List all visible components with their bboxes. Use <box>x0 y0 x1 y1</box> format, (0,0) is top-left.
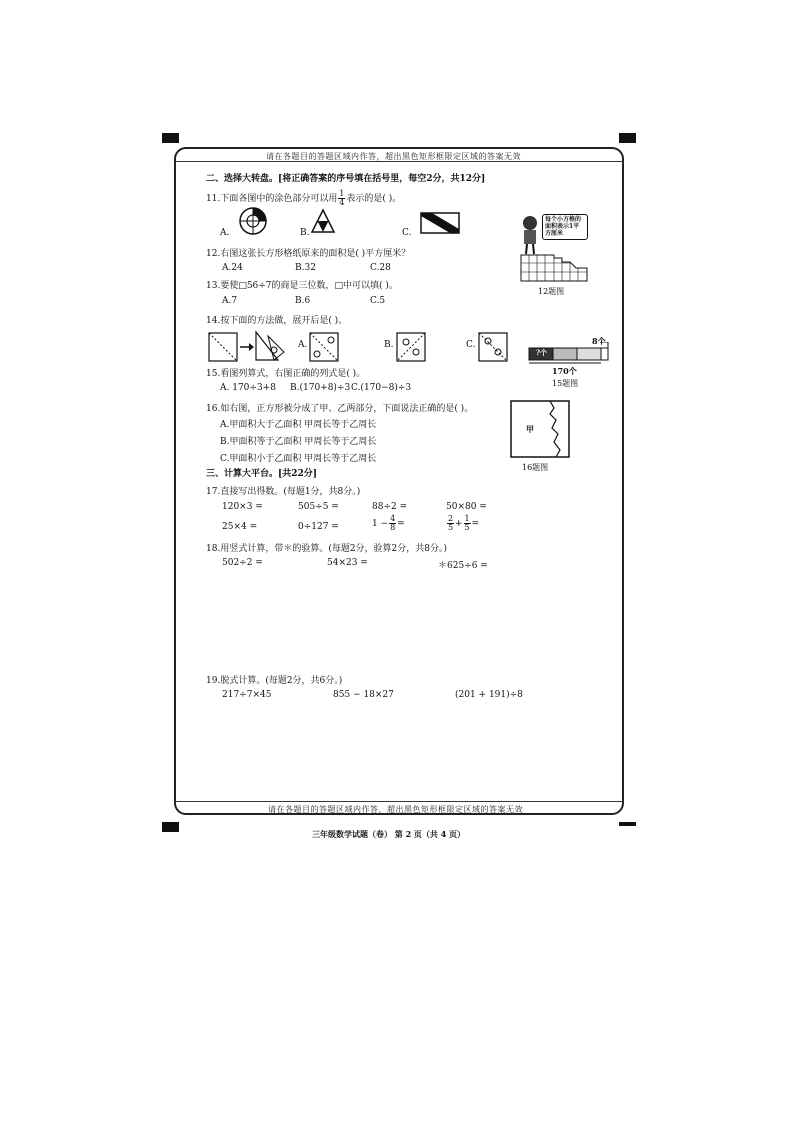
q11-fraction <box>338 190 345 207</box>
fig12-grid-figure <box>520 254 588 282</box>
q15-option-b: B.(170+8)÷3 <box>290 383 351 393</box>
fig12-speech-bubble <box>542 214 588 240</box>
registration-mark-bottom-right <box>619 822 636 826</box>
fig15-top-label: 8个 <box>592 336 606 346</box>
fig16-square-figure <box>510 400 570 458</box>
q18-item-1: 502÷2 = <box>222 558 263 568</box>
q14-text: 14.按下面的方法做，展开后是( )。 <box>206 316 348 326</box>
q17-item-8: $\frac{2}{5}$ + $\frac{1}{5}$ = <box>447 514 480 532</box>
q11-pre: 11.下面各图中的涂色部分可以用 <box>206 194 338 204</box>
footer-notice: 请在各题目的答题区域内作答，超出黑色矩形框限定区域的答案无效 <box>268 805 523 814</box>
q19-item-2: 855 − 18×27 <box>333 690 394 700</box>
registration-mark-top-right <box>619 133 636 143</box>
q13-option-c: C.5 <box>370 296 386 306</box>
header-notice: 请在各题目的答题区域内作答，超出黑色矩形框限定区域的答案无效 <box>266 152 521 161</box>
fig15-caption: 15题图 <box>552 379 579 388</box>
q12-option-a: A.24 <box>222 263 243 273</box>
q13-option-b: B.6 <box>295 296 311 306</box>
q16-text: 16.如右图，正方形被分成了甲、乙两部分，下面说法正确的是( )。 <box>206 404 474 414</box>
q17-item-4: 50×80 = <box>446 502 487 512</box>
q16-option-c: C.甲面积小于乙面积 甲周长等于乙周长 <box>220 454 377 464</box>
fig12-caption: 12题图 <box>538 287 565 296</box>
q11-circle-figure <box>238 206 268 236</box>
q14-option-a-label: A. <box>298 340 308 350</box>
q17-item-2: 505÷5 = <box>298 502 339 512</box>
q14-arrow-icon <box>240 342 254 352</box>
q19-item-3: (201 + 191)÷8 <box>455 690 523 700</box>
q14-fold-step1-figure <box>208 332 238 362</box>
q17-item-7: 1 − $\frac{4}{8}$ = <box>372 514 405 532</box>
q17-item-3: 88÷2 = <box>372 502 408 512</box>
registration-mark-top-left <box>162 133 179 143</box>
q15-option-a: A. 170÷3+8 <box>220 383 276 393</box>
q15-option-c: C.(170−8)÷3 <box>351 383 412 393</box>
q17-text: 17.直接写出得数。(每题1分，共8分。) <box>206 487 361 497</box>
q16-option-a: A.甲面积大于乙面积 甲周长等于乙周长 <box>220 420 377 430</box>
q16-option-b: B.甲面积等于乙面积 甲周长等于乙周长 <box>220 437 377 447</box>
q14-option-a-figure <box>309 332 339 362</box>
q18-item-3: ＊625÷6 = <box>438 561 488 571</box>
q12-option-b: B.32 <box>295 263 316 273</box>
q13-option-a: A.7 <box>222 296 238 306</box>
q18-text: 18.用竖式计算，带＊的验算。(每题2分，验算2分，共8分。) <box>206 544 448 554</box>
q18-item-2: 54×23 = <box>327 558 368 568</box>
q11-den: 4 <box>339 198 345 207</box>
q11-text <box>206 190 401 207</box>
footer-divider <box>174 801 624 802</box>
q13-text: 13.要使□56÷7的商是三位数，□中可以填( )。 <box>206 281 398 291</box>
q11-option-b-label: B. <box>300 228 310 238</box>
q14-option-c-figure <box>478 332 508 362</box>
q17-item-1: 120×3 = <box>222 502 263 512</box>
q12-text: 12.右图这张长方形格纸原来的面积是( )平方厘米？ <box>206 249 411 259</box>
q14-option-b-label: B. <box>384 340 394 350</box>
q14-option-c-label: C. <box>466 340 476 350</box>
q11-option-c-label: C. <box>402 228 412 238</box>
q11-num: 1 <box>339 189 345 198</box>
fig12-bubble-text: 每个小方格的面积表示1平方厘米 <box>545 216 582 237</box>
fig15-bottom-label: 170个 <box>552 366 577 376</box>
section2-title: 二、选择大转盘。[将正确答案的序号填在括号里，每空2分，共12分] <box>206 174 486 184</box>
q14-fold-step2-figure <box>254 330 286 362</box>
q14-option-b-figure <box>396 332 426 362</box>
q12-option-c: C.28 <box>370 263 391 273</box>
q11-post: 表示的是( )。 <box>346 194 402 204</box>
q15-text: 15.看图列算式，右图正确的列式是( )。 <box>206 369 366 379</box>
q11-option-a-label: A. <box>220 228 230 238</box>
q17-item-6: 0÷127 = <box>298 522 339 532</box>
fig16-caption: 16题图 <box>522 463 549 472</box>
fig12-child-figure <box>518 214 544 256</box>
q19-item-1: 217÷7×45 <box>222 690 272 700</box>
fig16-label: 甲 <box>526 424 534 434</box>
q11-rectangle-figure <box>420 212 460 234</box>
registration-mark-bottom-left <box>162 822 179 832</box>
q19-text: 19.脱式计算。(每题2分，共6分。) <box>206 676 343 686</box>
page-footer: 三年级数学试题（卷） 第 2 页（共 4 页） <box>312 829 466 839</box>
section3-title: 三、计算大平台。[共22分] <box>206 469 318 479</box>
fig15-left-label: ?个 <box>536 348 548 357</box>
q11-triangle-figure <box>310 208 336 234</box>
q17-item-5: 25×4 = <box>222 522 258 532</box>
